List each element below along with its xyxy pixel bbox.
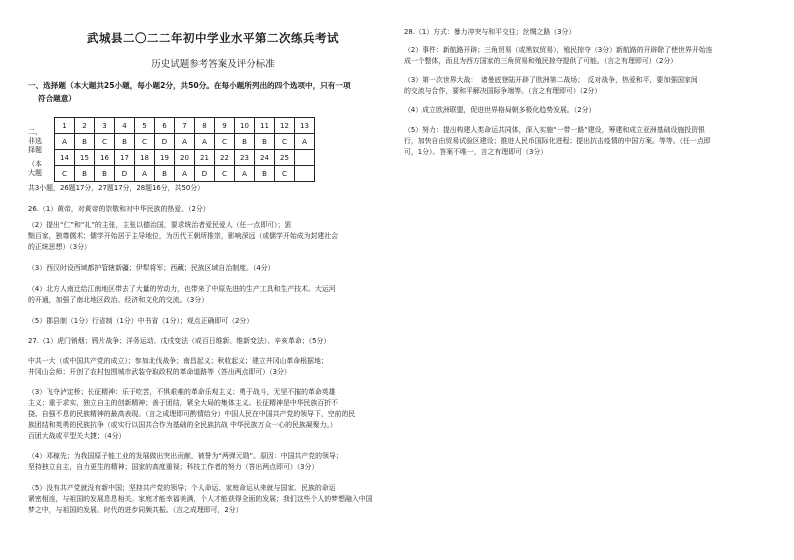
cell: 4 bbox=[115, 118, 135, 134]
cell: B bbox=[255, 166, 275, 182]
cell: 17 bbox=[115, 150, 135, 166]
answer-row-numbers-1 bbox=[55, 118, 315, 134]
exam-subtitle: 历史试题参考答案及评分标准 bbox=[151, 59, 275, 70]
q27-line: 井冈山会师；开创了农村包围城市武装夺取政权的革命道路等（答出两点即可）（3分） bbox=[28, 368, 291, 376]
cell: 3 bbox=[95, 118, 115, 134]
cell: C bbox=[215, 166, 235, 182]
cell: A bbox=[55, 134, 75, 150]
cell: 19 bbox=[155, 150, 175, 166]
q27-line: 主义；重于求实，独立自主的创新精神；善于团结，紧全大局的集体主义。长征精神是中华民族百折不 bbox=[28, 399, 339, 407]
cell bbox=[295, 166, 315, 182]
section1-heading-line1: 一、选择题（本大题共25小题，每小题2分，共50分。在每小题所列出的四个选项中，只有一项 bbox=[28, 81, 351, 90]
q26-line: （5）郡县制（1分）行省制（1分）中书省（1分）；观点正确即可（2分） bbox=[28, 317, 254, 325]
q26-line: 26.（1）黄帝，对黄帝的崇敬和对中华民族的热爱。（2分） bbox=[28, 205, 210, 213]
cell: 23 bbox=[235, 150, 255, 166]
cell: 6 bbox=[155, 118, 175, 134]
cell: B bbox=[95, 166, 115, 182]
q27-line: 27.（1）虎门销烟；鸦片战争；洋务运动、戊戌变法（或百日维新、维新变法）、辛亥革命；（5分） bbox=[28, 337, 331, 345]
q26-line: 的正统思想）（3分） bbox=[28, 243, 91, 251]
q28-line: 成一个整体，而且为西方国家的三角贸易和殖民掠夺提供了可能。（言之有理即可）（2分） bbox=[404, 57, 678, 65]
cell: A bbox=[135, 166, 155, 182]
q26-line: 黜百家，独尊儒术；儒学开始居于主导地位，为历代王朝所推崇，影响深远（或儒学开始成为封建社会 bbox=[28, 232, 339, 240]
section1-heading-line2: 符合题意） bbox=[38, 94, 76, 103]
answer-row-numbers-2 bbox=[55, 150, 315, 166]
side-label-right: （本大题 bbox=[28, 160, 42, 177]
cell: D bbox=[115, 166, 135, 182]
cell: 2 bbox=[75, 118, 95, 134]
cell: 8 bbox=[195, 118, 215, 134]
q27-line: 百团大战或平型关大捷；（4分） bbox=[28, 432, 126, 440]
cell: B bbox=[115, 134, 135, 150]
q26-line: 的开通，加强了南北地区政治、经济和文化的交流。（3分） bbox=[28, 296, 209, 304]
cell: C bbox=[275, 166, 295, 182]
cell: D bbox=[195, 166, 215, 182]
cell: 13 bbox=[295, 118, 315, 134]
cell: 22 bbox=[215, 150, 235, 166]
q28-line: （5）努力：提出构建人类命运共同体，深入实施“一带一路”建设，筹建和成立亚洲基础设施投资银 bbox=[404, 126, 705, 134]
cell: B bbox=[75, 134, 95, 150]
q28-line: 可，1分）。答案不唯一，言之有理即可（3分） bbox=[404, 148, 548, 156]
q27-line: 紧密相连，与祖国的发展息息相关。家庭才能幸福美满，个人才能获得全面的发展；我们这些个人的梦想融入中国 bbox=[28, 495, 373, 503]
cell: 16 bbox=[95, 150, 115, 166]
q28-line: 28.（1）方式：暴力冲突与和平交往；丝绸之路（3分） bbox=[404, 28, 576, 36]
cell: 18 bbox=[135, 150, 155, 166]
cell: 10 bbox=[235, 118, 255, 134]
cell: 14 bbox=[55, 150, 75, 166]
section2-summary: 共3小题，26题17分，27题17分，28题16分，共50分） bbox=[28, 184, 205, 192]
q28-line: （4）成立欧洲联盟，促进世界格局朝多极化趋势发展。（2分） bbox=[404, 106, 596, 114]
q26-line: （4）北方人南迁给江南地区带去了大量的劳动力，也带来了中原先进的生产工具和生产技术。大运河 bbox=[28, 285, 336, 293]
q28-line: 行，加快自由贸易试验区建设；推进人民币国际化进程；提出抗击疫情的中国方案。等等。（任一点即 bbox=[404, 137, 711, 145]
cell: A bbox=[175, 166, 195, 182]
cell bbox=[295, 150, 315, 166]
q27-line: 中共一大（或中国共产党的成立）；参加北伐战争；南昌起义；秋收起义；建立井冈山革命根据地； bbox=[28, 357, 328, 365]
cell: 15 bbox=[75, 150, 95, 166]
exam-title: 武城县二〇二二年初中学业水平第二次练兵考试 bbox=[87, 31, 339, 45]
q28-line: 的交流与合作，要和平解决国际争端等。（言之有理即可）（2分） bbox=[404, 87, 602, 95]
answer-row-letters-2 bbox=[55, 166, 315, 182]
cell: 21 bbox=[195, 150, 215, 166]
q27-line: （4）邓稼先；为我国原子能工业的发展做出突出贡献，被誉为“两弹元勋”。原因：中国共产党的领导； bbox=[28, 452, 343, 460]
cell: B bbox=[155, 166, 175, 182]
q28-line: （2）事件：新航路开辟；三角贸易（或黑奴贸易），殖民掠夺（3分）新航路的开辟除了使世界开始连 bbox=[404, 46, 713, 54]
q26-line: （2）提出“仁”和“礼”的主张，主张以德治国，要求统治者爱民爱人（任一点即可）；罢 bbox=[28, 221, 292, 229]
q28-line: （3）第一次世界大战： 诸曼底登陆开辟了欧洲第二战场； 反对战争，热爱和平，要加强国家间 bbox=[404, 76, 698, 84]
answer-table bbox=[54, 117, 315, 182]
q27-line: 坚持独立自主，自力更生的精神；国家的高度重视；科技工作者的努力（答出两点即可）（3分） bbox=[28, 463, 319, 471]
cell: A bbox=[175, 134, 195, 150]
q27-line: 挠、自强不息的民族精神的最高表现。（言之成理即可酌情给分）中国人民在中国共产党的领导下，空前的民 bbox=[28, 410, 356, 418]
cell: A bbox=[295, 134, 315, 150]
q27-line: （3）飞夺泸定桥；长征精神：乐于吃苦，不惧艰难的革命乐观主义；勇于战斗，无坚不摧的革命英雄 bbox=[28, 388, 336, 396]
q27-line: 梦之中，与祖国的发展、时代的进步同频共振。（言之成理即可，2分） bbox=[28, 506, 243, 514]
cell: A bbox=[195, 134, 215, 150]
cell: C bbox=[215, 134, 235, 150]
cell: 5 bbox=[135, 118, 155, 134]
cell: 20 bbox=[175, 150, 195, 166]
cell: 7 bbox=[175, 118, 195, 134]
cell: C bbox=[95, 134, 115, 150]
cell: 11 bbox=[255, 118, 275, 134]
cell: B bbox=[75, 166, 95, 182]
q27-line: 族团结和英勇的民族抗争（或实行以国共合作为基础的全民族抗战 中华民族万众一心的民族凝聚力。） bbox=[28, 421, 337, 429]
cell: 9 bbox=[215, 118, 235, 134]
cell: A bbox=[235, 166, 255, 182]
q26-line: （3）西汉时设西域都护管辖新疆；伊犁将军；西藏；民族区域自治制度。（4分） bbox=[28, 264, 275, 272]
side-label-left: 二、非选择题 bbox=[28, 128, 42, 154]
cell: D bbox=[155, 134, 175, 150]
cell: 1 bbox=[55, 118, 75, 134]
cell: B bbox=[255, 134, 275, 150]
cell: C bbox=[275, 134, 295, 150]
cell: 25 bbox=[275, 150, 295, 166]
cell: C bbox=[55, 166, 75, 182]
cell: B bbox=[235, 134, 255, 150]
q27-line: （5）没有共产党就没有新中国；坚持共产党的领导；个人命运、家庭命运从来就与国家、民族的命运 bbox=[28, 484, 336, 492]
cell: C bbox=[135, 134, 155, 150]
answer-row-letters-1 bbox=[55, 134, 315, 150]
cell: 24 bbox=[255, 150, 275, 166]
cell: 12 bbox=[275, 118, 295, 134]
